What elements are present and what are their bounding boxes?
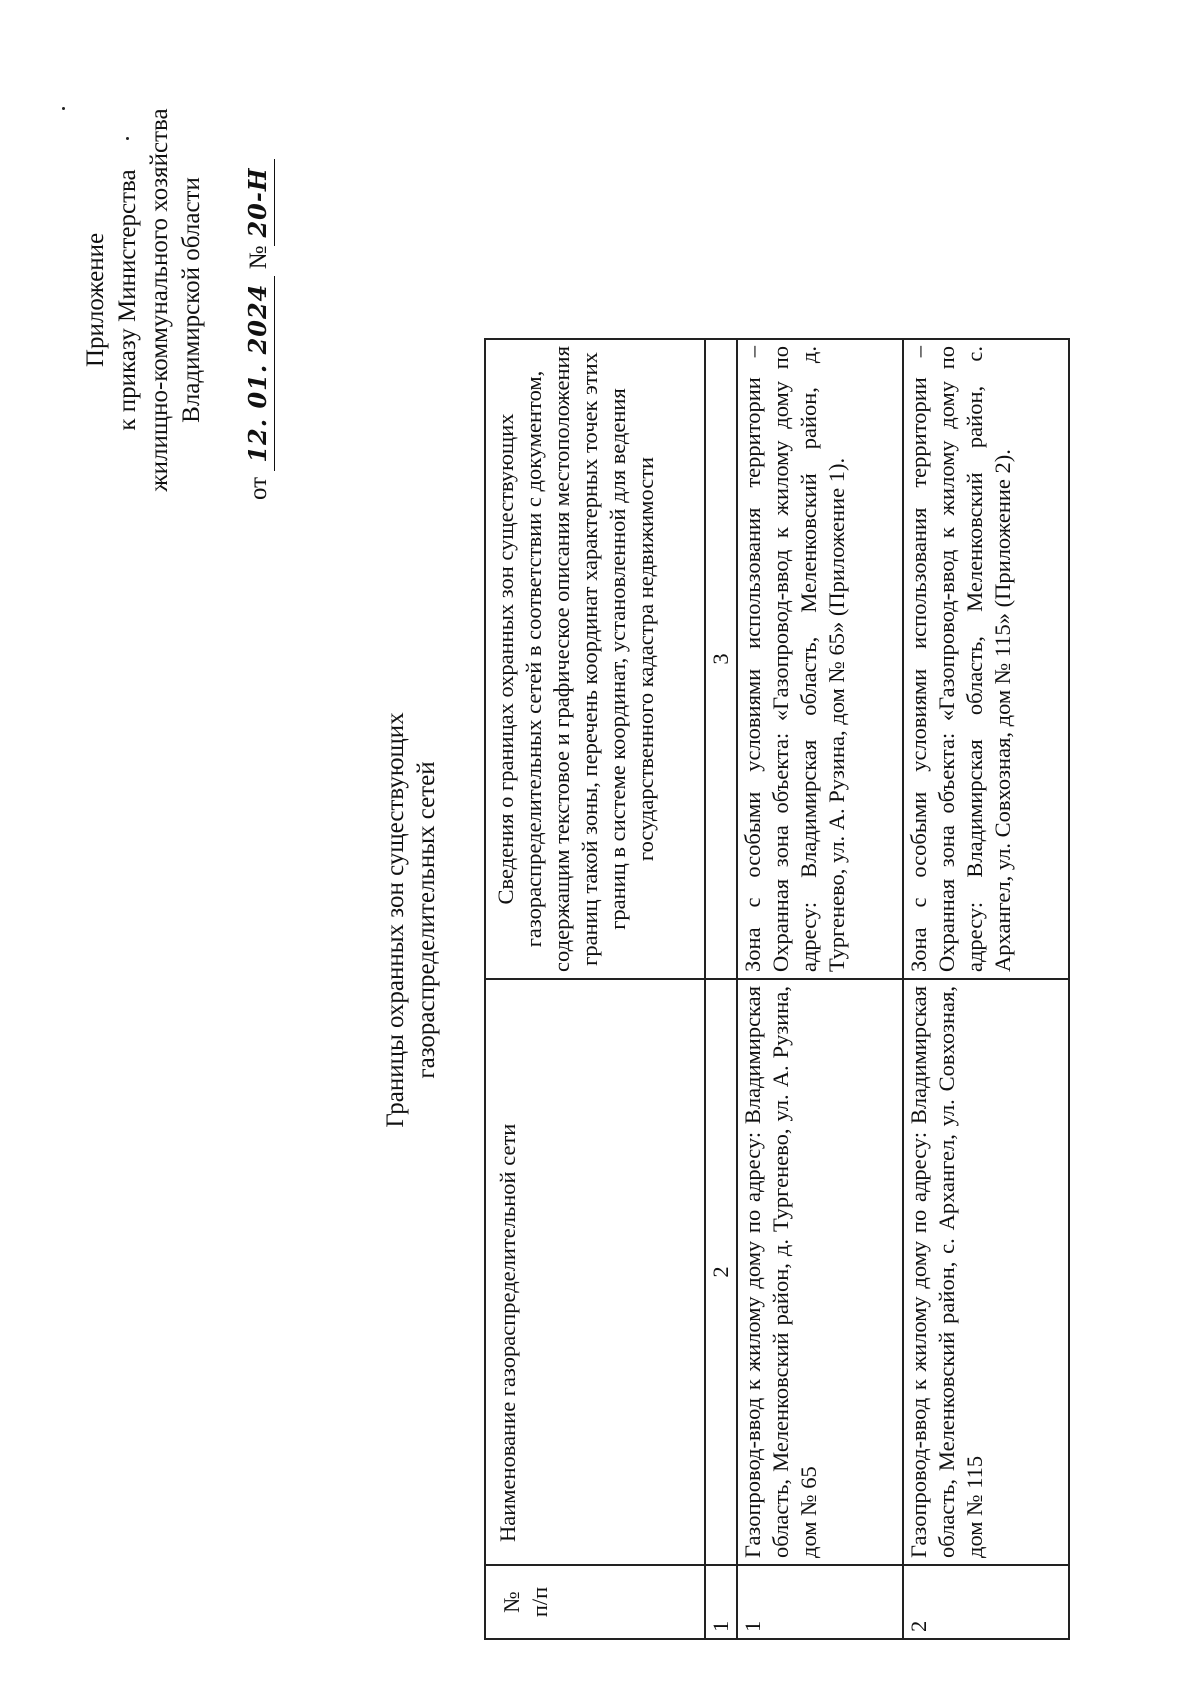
document-page <box>40 100 1140 1660</box>
from-label: от <box>245 476 272 500</box>
header-number-cell <box>485 1565 705 1639</box>
header-number-abbr: п/п <box>527 1586 552 1618</box>
title-line-2: газораспределительных сетей <box>413 761 440 1079</box>
table-header-row <box>485 339 705 1639</box>
row-number: 2 <box>903 1565 1069 1639</box>
order-date-line <box>242 90 275 510</box>
row-zone-info: Зона с особыми условиями использования территории – Охранная зона объекта: «Газопровод-ввод к жилому дому по адресу: Владимирская область, Меленковский район, с. Архангел, ул. Совхозная, дом № 115» (Приложение 2). <box>903 339 1069 979</box>
row-number: 1 <box>737 1565 903 1639</box>
number-label: № <box>245 245 272 270</box>
scan-speck <box>62 107 65 110</box>
index-cell: 3 <box>705 339 737 979</box>
appendix-order-ref: к приказу Министерства <box>114 169 141 431</box>
appendix-ministry: жилищно-коммунального хозяйства <box>146 108 173 492</box>
header-name-cell: Наименование газораспределительной сети <box>485 979 705 1565</box>
index-cell: 2 <box>705 979 737 1565</box>
order-number-handwritten: 20-Н <box>242 159 275 245</box>
index-cell: 1 <box>705 1565 737 1639</box>
document-title <box>380 540 442 1300</box>
order-date-handwritten: 12. 01. 2024 <box>242 276 275 471</box>
appendix-block <box>80 90 275 510</box>
row-network-name: Газопровод-ввод к жилому дому по адресу: Владимирская область, Меленковский район, д. Тургенево, ул. А. Рузина, дом № 65 <box>737 979 903 1565</box>
zones-table <box>484 338 1070 1640</box>
title-line-1: Границы охранных зон существующих <box>382 712 409 1128</box>
row-network-name: Газопровод-ввод к жилому дому по адресу: Владимирская область, Меленковский район, с. Архангел, ул. Совхозная, дом № 115 <box>903 979 1069 1565</box>
table-index-row <box>705 339 737 1639</box>
table-row <box>737 339 903 1639</box>
table-row <box>903 339 1069 1639</box>
appendix-region: Владимирской области <box>178 177 205 423</box>
header-info-cell: Сведения о границах охранных зон существующих газораспределительных сетей в соответствии с документом, содержащим текстовое и графическое описания местоположения границ такой зоны, перечень координат характерных точек этих границ в системе координат, установленной для ведения государственного кадастра недвижимости <box>485 339 705 979</box>
header-number-symbol: № <box>499 1591 524 1613</box>
appendix-heading: Приложение <box>82 232 109 368</box>
row-zone-info: Зона с особыми условиями использования территории – Охранная зона объекта: «Газопровод-ввод к жилому дому по адресу: Владимирская область, Меленковский район, д. Тургенево, ул. А. Рузина, дом № 65» (Приложение 1). <box>737 339 903 979</box>
